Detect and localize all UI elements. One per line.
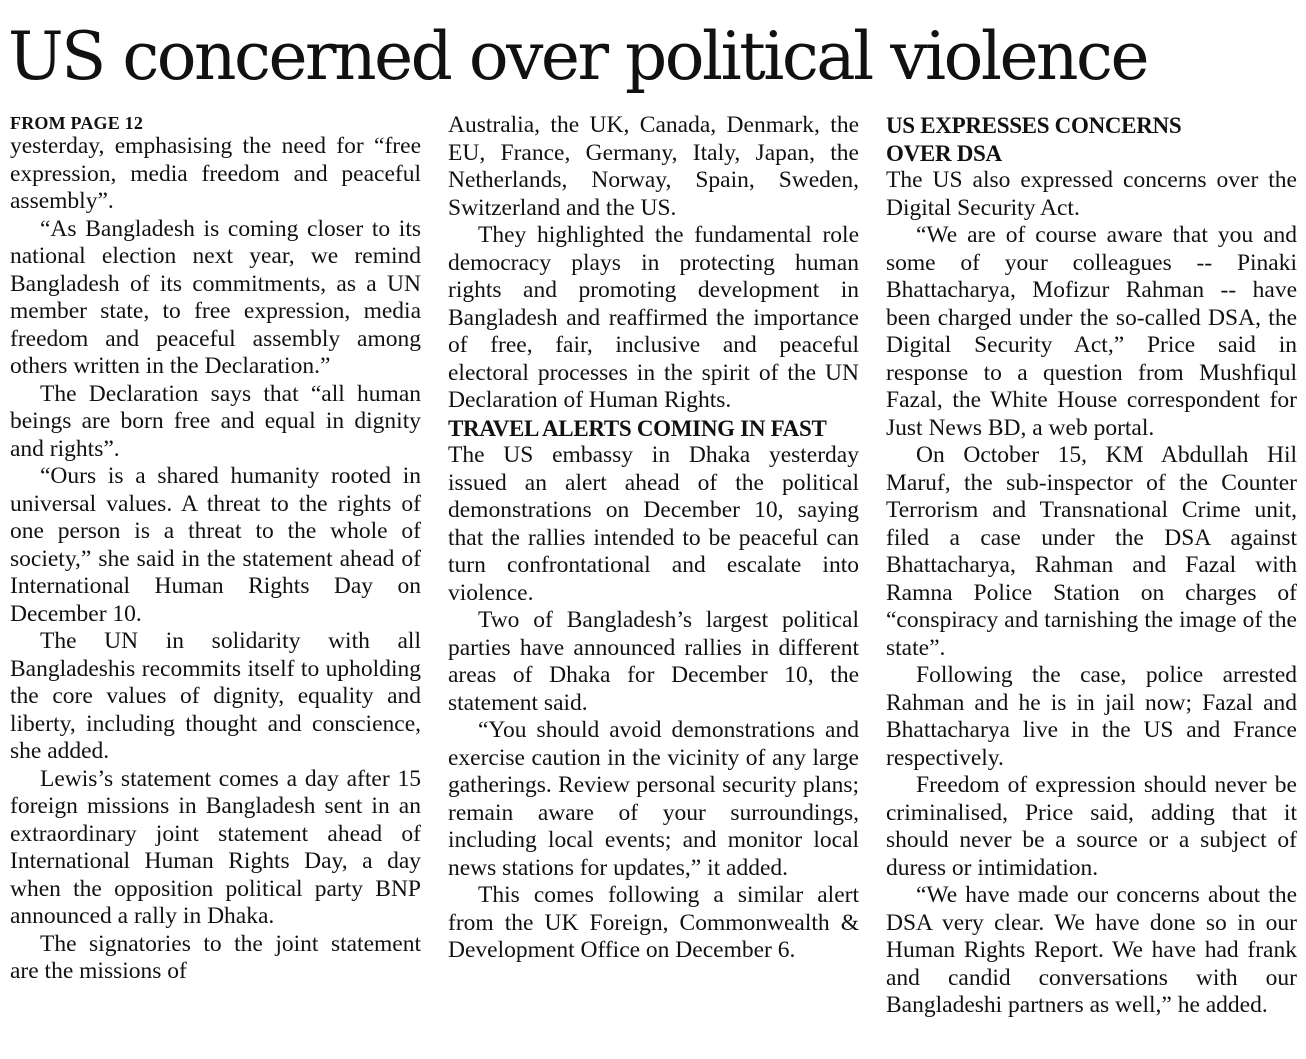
- paragraph: The US embassy in Dhaka yesterday issued an alert ahead of the political demonstrations on December 10, saying that the rallies intended to be peaceful can turn confrontational and escalate into violence.: [448, 442, 859, 606]
- headline: US concerned over political violence: [8, 18, 1148, 95]
- paragraph: The UN in solidarity with all Bangladeshis recommits itself to upholding the core values of dignity, equality and liberty, including thought and conscience, she added.: [10, 628, 421, 764]
- subhead-dsa-concerns: [886, 112, 1297, 167]
- article-column-1: [10, 112, 421, 1052]
- paragraph: Australia, the UK, Canada, Denmark, the EU, France, Germany, Italy, Japan, the Netherlands, Norway, Spain, Sweden, Switzerland and the US.: [448, 112, 859, 221]
- article-column-2: [448, 112, 859, 1052]
- paragraph: “You should avoid demonstrations and exercise caution in the vicinity of any large gatherings. Review personal security plans; remain aware of your surroundings, including local events; and monitor local news stations for updates,” it added.: [448, 717, 859, 881]
- article-column-3: [886, 112, 1297, 1052]
- paragraph: Lewis’s statement comes a day after 15 foreign missions in Bangladesh sent in an extraordinary joint statement ahead of International Human Rights Day, a day when the opposition political party BNP announced a rally in Dhaka.: [10, 765, 421, 929]
- paragraph: This comes following a similar alert from the UK Foreign, Commonwealth & Development Office on December 6.: [448, 882, 859, 963]
- paragraph: “We are of course aware that you and some of your colleagues -- Pinaki Bhattacharya, Mofizur Rahman -- have been charged under the so-called DSA, the Digital Security Act,” Price said in response to a question from Mushfiqul Fazal, the White House correspondent for Just News BD, a web portal.: [886, 222, 1297, 441]
- subhead-line: US EXPRESSES CONCERNS: [886, 113, 1182, 138]
- paragraph: The signatories to the joint statement are the missions of: [10, 930, 421, 984]
- paragraph: The US also expressed concerns over the Digital Security Act.: [886, 167, 1297, 221]
- paragraph: “As Bangladesh is coming closer to its national election next year, we remind Bangladesh of its commitments, as a UN member state, to free expression, media freedom and peaceful assembly among others written in the Declaration.”: [10, 215, 421, 379]
- paragraph: yesterday, emphasising the need for “free expression, media freedom and peaceful assembly”.: [10, 133, 421, 214]
- paragraph: The Declaration says that “all human beings are born free and equal in dignity and rights”.: [10, 380, 421, 462]
- subhead-line: OVER DSA: [886, 140, 1002, 166]
- subhead-travel-alerts: TRAVEL ALERTS COMING IN FAST: [448, 415, 827, 441]
- paragraph: They highlighted the fundamental role democracy plays in protecting human rights and promoting development in Bangladesh and reaffirmed the importance of free, fair, inclusive and peaceful electoral processes in the spirit of the UN Declaration of Human Rights.: [448, 222, 859, 413]
- paragraph: “Ours is a shared humanity rooted in universal values. A threat to the rights of one person is a threat to the whole of society,” she said in the statement ahead of International Human Rights Day on December 10.: [10, 463, 421, 627]
- paragraph: Freedom of expression should never be criminalised, Price said, adding that it should never be a source or a subject of duress or intimidation.: [886, 772, 1297, 881]
- paragraph: “We have made our concerns about the DSA very clear. We have done so in our Human Rights Report. We have had frank and candid conversations with our Bangladeshi partners as well,” he added.: [886, 882, 1297, 1018]
- paragraph: Following the case, police arrested Rahman and he is in jail now; Fazal and Bhattacharya live in the US and France respectively.: [886, 662, 1297, 771]
- paragraph: Two of Bangladesh’s largest political parties have announced rallies in different areas of Dhaka for December 10, the statement said.: [448, 607, 859, 716]
- continuation-kicker: FROM PAGE 12: [10, 113, 144, 133]
- paragraph: On October 15, KM Abdullah Hil Maruf, the sub-inspector of the Counter Terrorism and Transnational Crime unit, filed a case under the DSA against Bhattacharya, Rahman and Fazal with Ramna Police Station on charges of “conspiracy and tarnishing the image of the state”.: [886, 442, 1297, 661]
